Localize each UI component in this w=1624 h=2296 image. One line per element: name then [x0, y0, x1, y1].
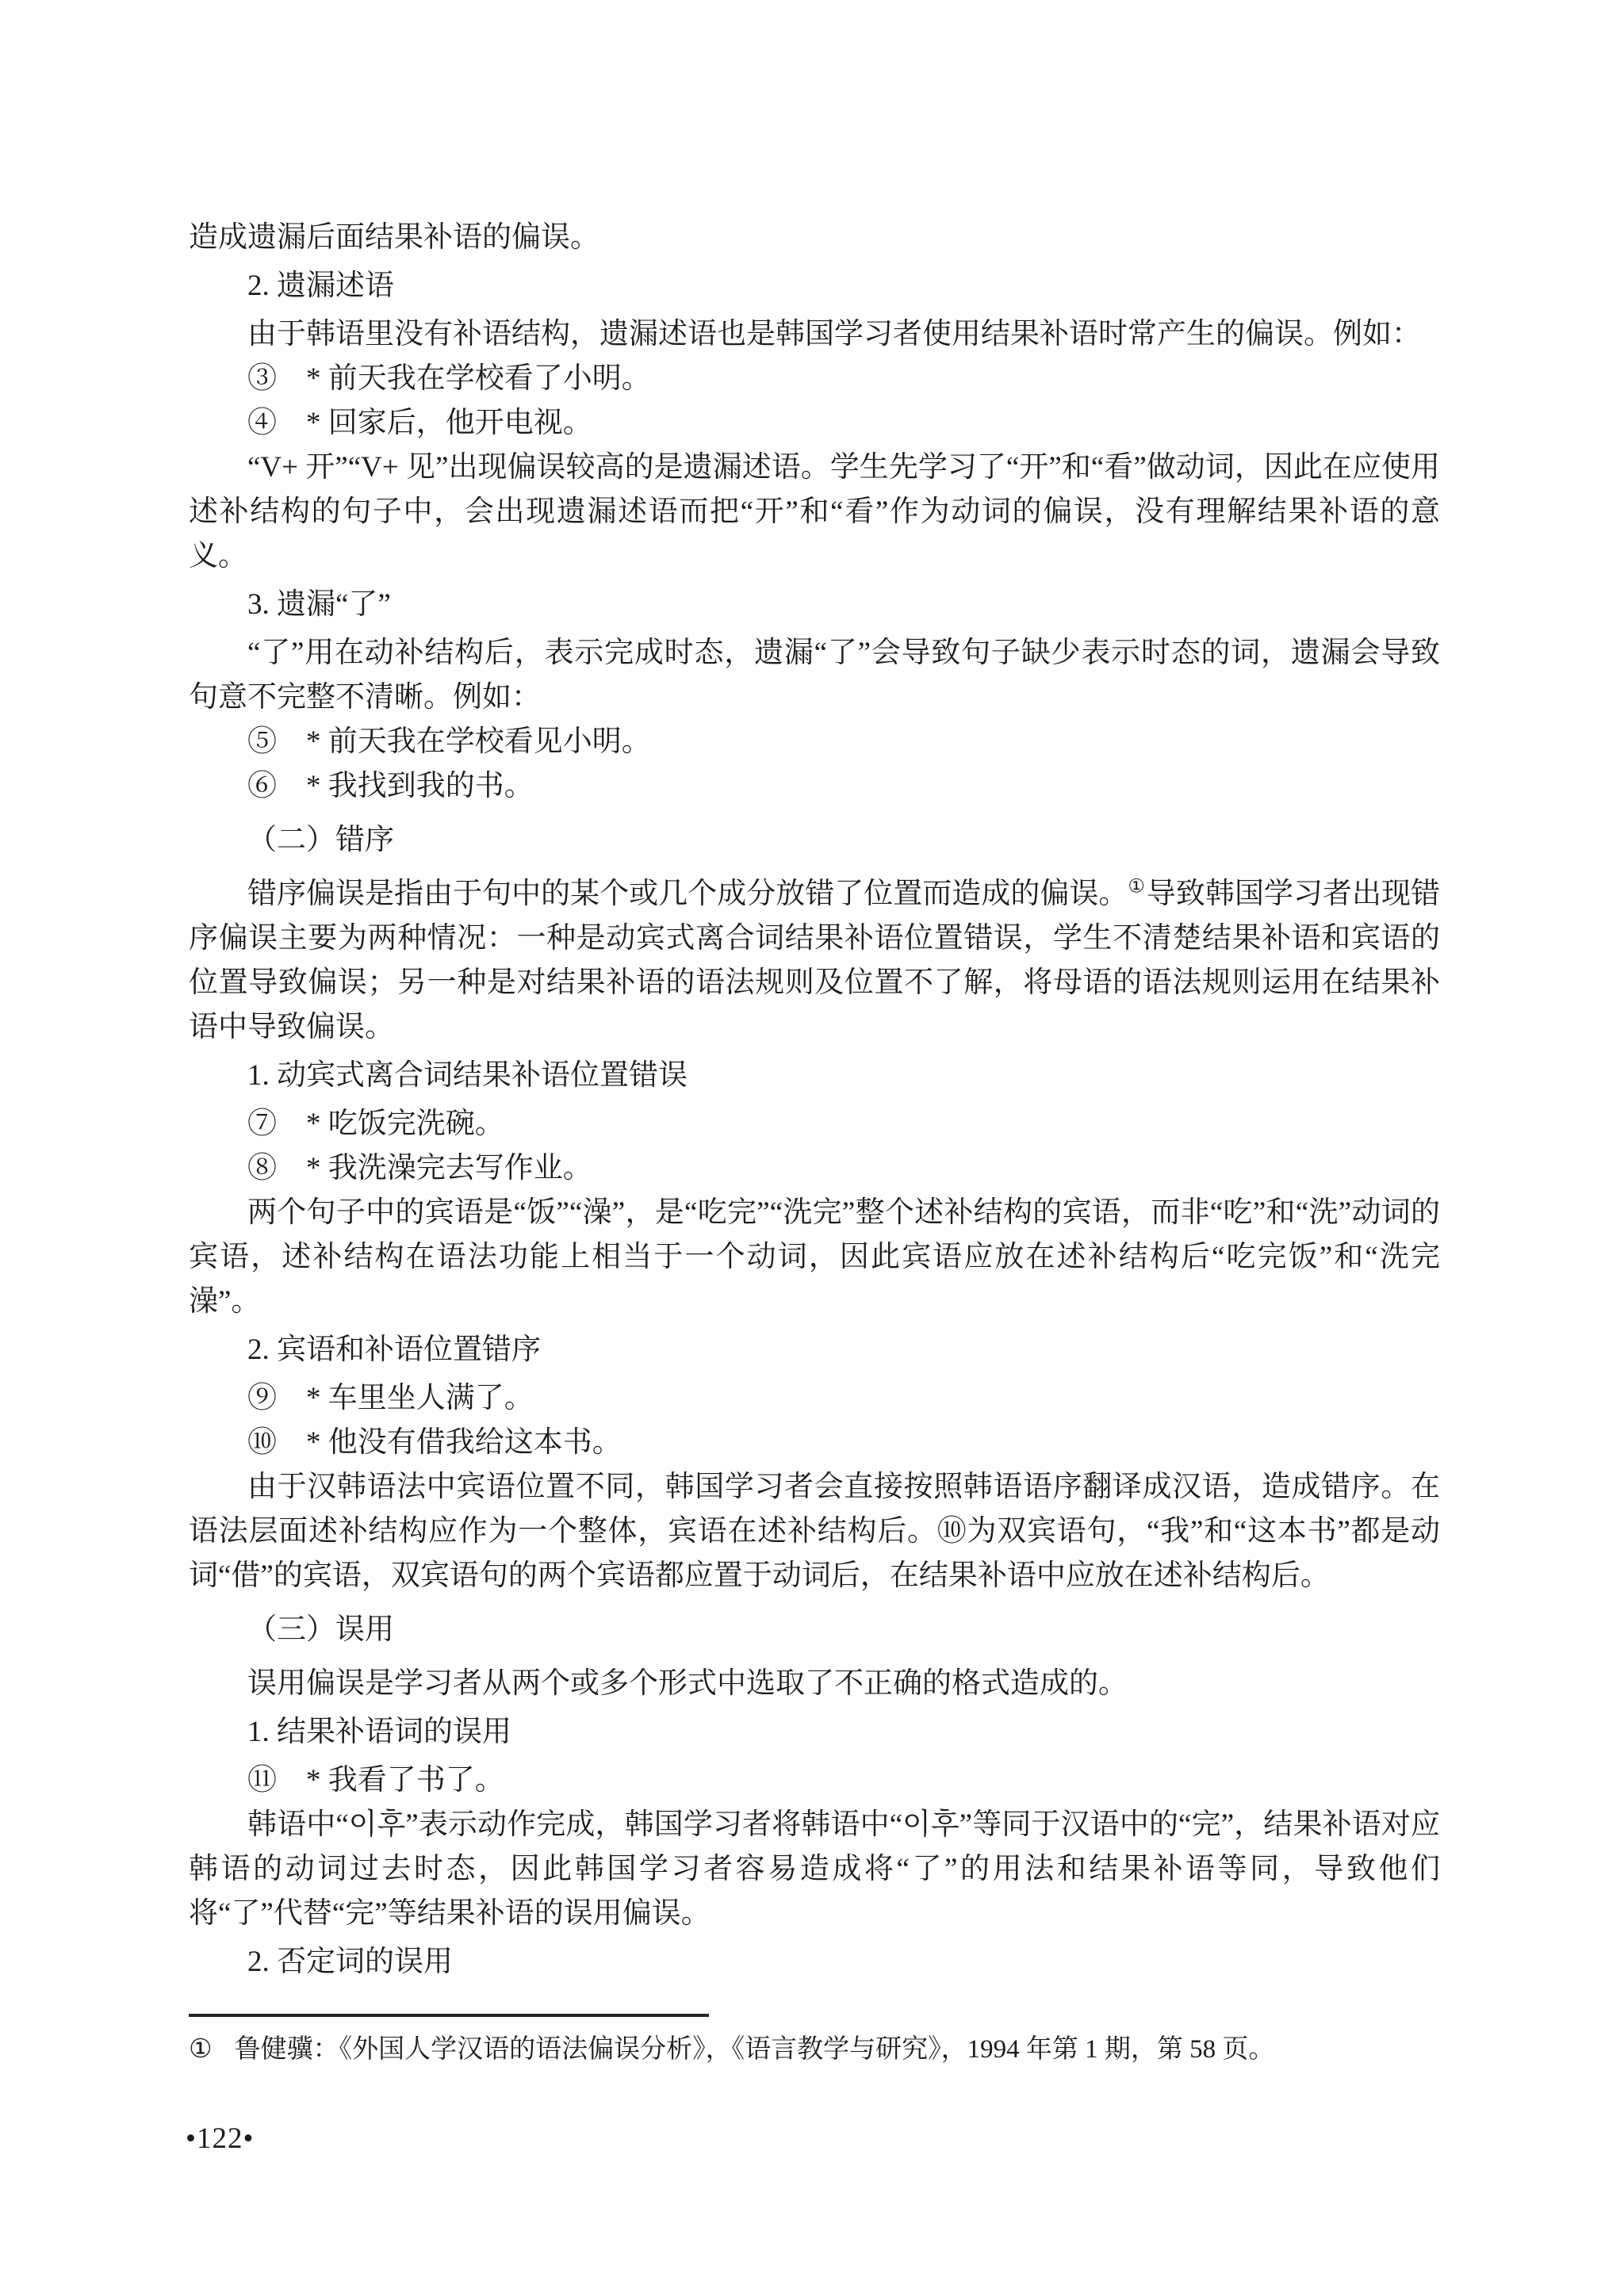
subheading-negation-word-misuse: 2. 否定词的误用: [247, 1946, 453, 1978]
example-item-6: ⑥ * 我找到我的书。: [247, 770, 534, 802]
section-heading-3-misuse: （三）误用: [247, 1613, 394, 1646]
footnote-area: [189, 2014, 1440, 2068]
paragraph-text-before-note: 错序偏误是指由于句中的某个或几个成分放错了位置而造成的偏误。: [247, 878, 1128, 910]
subheading-omit-le: 3. 遗漏“了”: [247, 588, 391, 621]
example-item-5: ⑤ * 前天我在学校看见小明。: [247, 725, 651, 758]
footnote-separator-rule: [189, 2014, 709, 2017]
footnote: [189, 2031, 1440, 2068]
paragraph: 两个句子中的宾语是“饭”“澡”，是“吃完”“洗完”整个述补结构的宾语，而非“吃”和“洗”动词的宾语，述补结构在语法功能上相当于一个动词，因此宾语应放在述补结构后“吃完饭”和“洗完澡”。: [189, 1196, 1440, 1318]
footnote-reference-marker: ①: [1128, 876, 1147, 897]
subheading-object-complement-order: 2. 宾语和补语位置错序: [247, 1334, 541, 1366]
paragraph: 由于汉韩语法中宾语位置不同，韩国学习者会直接按照韩语语序翻译成汉语，造成错序。在语法层面述补结构应作为一个整体，宾语在述补结构后。⑩为双宾语句，“我”和“这本书”都是动词“借”的宾语，双宾语句的两个宾语都应置于动词后，在结果补语中应放在述补结构后。: [189, 1471, 1440, 1592]
paragraph-text-after-note: 导致韩国学习者出现错序偏误主要为两种情况：一种是动宾式离合词结果补语位置错误，学生不清楚结果补语和宾语的位置导致偏误；另一种是对结果补语的语法规则及位置不了解，将母语的语法规则运用在结果补语中导致偏误。: [189, 878, 1441, 1043]
example-item-4: ④ * 回家后，他开电视。: [247, 407, 592, 439]
example-item-3: ③ * 前天我在学校看了小明。: [247, 362, 651, 395]
page-body-text: [189, 216, 1440, 1988]
paragraph: 误用偏误是学习者从两个或多个形式中选取了不正确的格式造成的。: [247, 1667, 1128, 1700]
example-item-8: ⑧ * 我洗澡完去写作业。: [247, 1152, 592, 1184]
section-heading-2-wrong-order: （二）错序: [247, 824, 394, 856]
footnote-text: 鲁健骥：《外国人学汉语的语法偏误分析》，《语言教学与研究》，1994 年第 1 期，第 58 页。: [234, 2035, 1275, 2064]
paragraph: “V+ 开”“V+ 见”出现偏误较高的是遗漏述语。学生先学习了“开”和“看”做动词，因此在应使用述补结构的句子中，会出现遗漏述语而把“开”和“看”作为动词的偏误，没有理解结果补语的意义。: [189, 451, 1440, 572]
example-item-7: ⑦ * 吃饭完洗碗。: [247, 1108, 504, 1140]
paragraph-with-footnote-ref: [189, 872, 1440, 1050]
example-item-9: ⑨ * 车里坐人满了。: [247, 1382, 534, 1414]
footnote-marker: ①: [189, 2035, 213, 2064]
subheading-complement-word-misuse: 1. 结果补语词的误用: [247, 1716, 511, 1748]
example-item-11: ⑪ * 我看了书了。: [247, 1764, 504, 1797]
paragraph: “了”用在动补结构后，表示完成时态，遗漏“了”会导致句子缺少表示时态的词，遗漏会导致句意不完整不清晰。例如：: [189, 637, 1440, 714]
subheading-separable-verb-position: 1. 动宾式离合词结果补语位置错误: [247, 1059, 688, 1092]
page-number: •122•: [186, 2122, 255, 2155]
example-item-10: ⑩ * 他没有借我给这本书。: [247, 1426, 622, 1459]
subheading-omit-predicate: 2. 遗漏述语: [247, 270, 394, 302]
paragraph: 韩语中“이후”表示动作完成，韩国学习者将韩语中“이후”等同于汉语中的“完”，结果补语对应韩语的动词过去时态，因此韩国学习者容易造成将“了”的用法和结果补语等同，导致他们将“了”代替“完”等结果补语的误用偏误。: [189, 1808, 1440, 1930]
paragraph: 由于韩语里没有补语结构，遗漏述语也是韩国学习者使用结果补语时常产生的偏误。例如：: [247, 318, 1421, 350]
paragraph-continuation: 造成遗漏后面结果补语的偏误。: [189, 221, 599, 254]
